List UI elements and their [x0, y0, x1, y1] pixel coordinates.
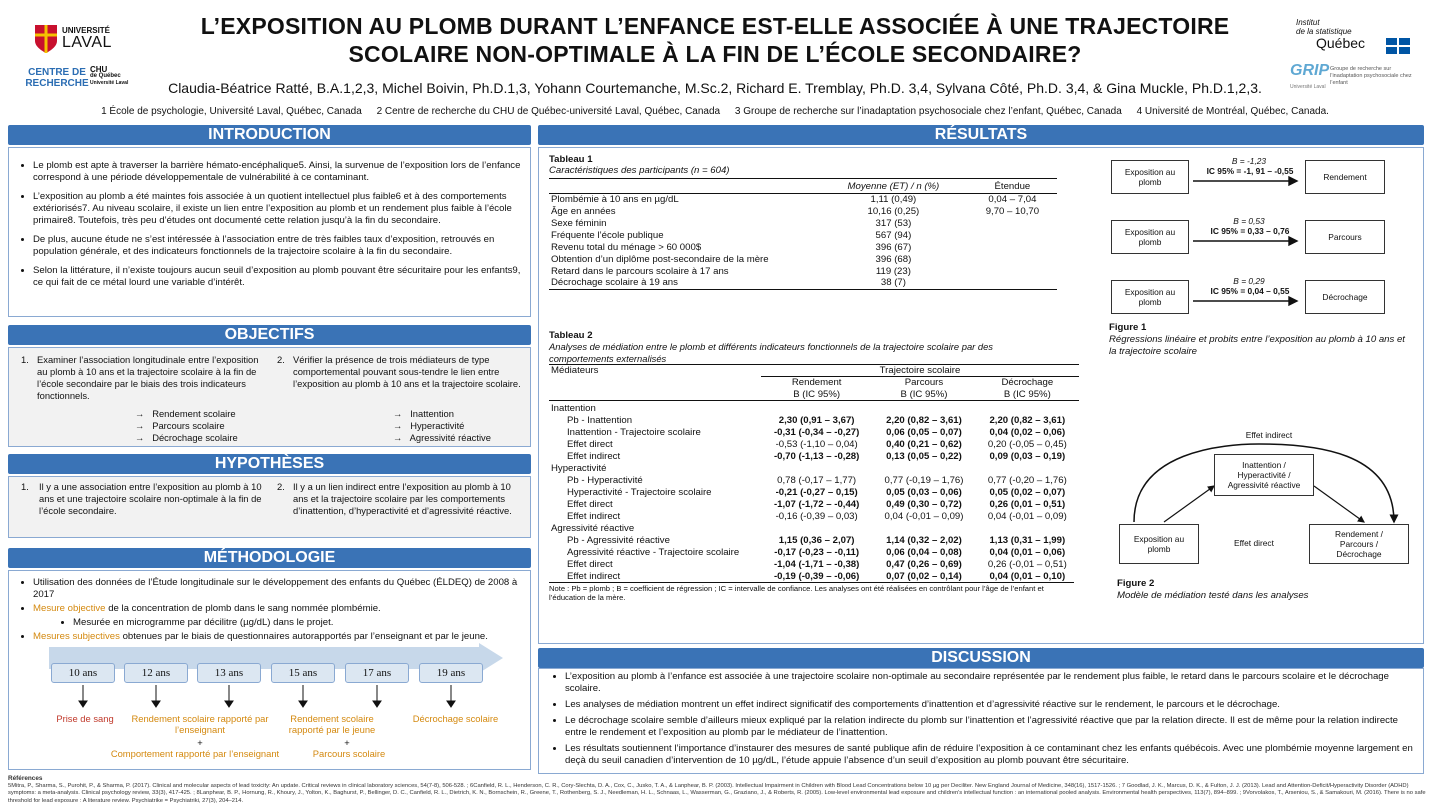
timeline-rendement-jeune: Rendement scolaire rapporté par le jeune: [288, 713, 376, 735]
table2-cell: -0,70 (-1,13 – -0,28): [773, 450, 860, 462]
table2-row-label: Effet indirect: [567, 450, 621, 462]
table1-caption: Caractéristiques des participants (n = 604): [549, 165, 1057, 179]
arrow-icon: →: [393, 420, 403, 431]
logo-cr-line2: RECHERCHE: [25, 78, 89, 89]
table-row: [549, 510, 1079, 522]
logo-chu: [90, 56, 130, 87]
arrow-icon: →: [135, 432, 145, 443]
hypothesis-2: Il y a un lien indirect entre l’exposition au plomb à 10 ans et la trajectoire scolaire par les comportements d’inattention, d’hyperactivité et d’agressivité réactive.: [293, 481, 512, 516]
table2-cell: -0,19 (-0,39 – -0,06): [773, 570, 860, 582]
logo-isq: [1296, 18, 1421, 51]
table2-cell: -0,53 (-1,10 – 0,04): [775, 438, 858, 450]
method-subjective-label: Mesures subjectives: [33, 631, 120, 642]
logo-grip-sub: Université Laval: [1290, 84, 1326, 90]
table2-group-label: Inattention: [551, 403, 596, 414]
arrow-icon: →: [135, 420, 145, 431]
table1-row-label: Âge en années: [551, 205, 616, 217]
method-objective-text: de la concentration de plomb dans le sang nommée plombémie.: [105, 603, 381, 614]
figure1-ic-label: IC 95% = -1, 91 – -0,55: [1206, 166, 1294, 176]
logo-ul-line1: UNIVERSITÉ: [62, 26, 111, 35]
affiliation-4: 4 Université de Montréal, Québec, Canada.: [1136, 106, 1329, 117]
table2-cell: -0,31 (-0,34 – -0,27): [773, 426, 860, 438]
discussion-item: • L’exposition au plomb à l’enfance est associée à une trajectoire scolaire non-optimale au secondaire représentée par le rendement plus faible, le retard dans le parcours scolaire et le décrochage scolaire.: [565, 671, 1413, 695]
intro-item: • L’exposition au plomb a été maintes fois associée à un quotient intellectuel plus faible6 et à des comportements extériorisés7. Au niveau scolaire, il existe un lien entre l’exposition au plomb et un rendement plus faible à l’école primaire8. Toutefois, très peu d’études ont documenté cette relation jusqu’à la fin du secondaire.: [33, 191, 522, 227]
table1-row-value: 119 (23): [875, 265, 911, 277]
table-row: [549, 229, 1057, 241]
table-row: [549, 558, 1079, 570]
timeline-item: 12 ans: [124, 663, 188, 683]
table2-cell: 0,26 (0,01 – 0,51): [989, 498, 1066, 510]
table1-row-range: [968, 217, 1057, 229]
figure1-arrow: [1193, 235, 1303, 247]
timeline-item: 15 ans: [271, 663, 335, 683]
table2-cell: 0,13 (0,05 – 0,22): [886, 450, 962, 462]
table2-col-subheader: B (IC 95%): [793, 388, 841, 400]
arrow-icon: →: [393, 408, 403, 419]
table-row: [549, 241, 1057, 253]
table-row: [549, 534, 1079, 546]
objective-1-number: 1.: [21, 354, 29, 365]
timeline-plus: +: [197, 737, 203, 748]
objective-item: [135, 432, 275, 444]
shield-icon: [34, 24, 58, 54]
figure1-outcome-box: Parcours: [1305, 220, 1385, 254]
method-subjective-text: obtenues par le biais de questionnaires autorapportés par l’enseignant et par le jeune.: [119, 631, 488, 642]
objective-item: [393, 420, 533, 432]
table1-row-range: [968, 229, 1057, 241]
method-item: • Utilisation des données de l’Étude longitudinale sur le développement des enfants du Québec (ÉLDEQ) de 2008 à 2017: [33, 577, 524, 601]
table1-row-label: Obtention d’un diplôme post-secondaire de la mère: [551, 253, 769, 265]
table2-cell: 0,04 (0,01 – 0,06): [989, 546, 1066, 558]
discussion-panel: [538, 668, 1424, 774]
table1-row-label: Plombémie à 10 ans en µg/dL: [551, 193, 679, 205]
table2-col-header: Rendement: [791, 377, 842, 389]
objective-2-number: 2.: [277, 354, 285, 365]
timeline-item: 10 ans: [51, 663, 115, 683]
references: [8, 775, 1428, 805]
table-row: [549, 486, 1079, 498]
timeline-plus: +: [344, 737, 350, 748]
table-row: [549, 570, 1079, 582]
discussion-item: • Le décrochage scolaire semble d’ailleurs mieux expliqué par la relation indirecte du plomb sur l’inattention et l’agressivité réactive que par la relation directe. Il est de même pour la relation indirecte entre le rendement et l’exposition au plomb par le médiateur de l’inattention.: [565, 715, 1413, 739]
table2-cell: 0,05 (0,02 – 0,07): [989, 486, 1066, 498]
table1-header-mean: Moyenne (ET) / n (%): [847, 181, 940, 193]
table2-cell: 0,07 (0,02 – 0,14): [886, 570, 962, 582]
affiliations: [0, 106, 1430, 117]
table2-cell: -0,17 (-0,23 – -0,11): [774, 546, 860, 558]
table2-cell: 0,04 (0,01 – 0,10): [989, 570, 1066, 582]
table2-cell: 0,09 (0,03 – 0,19): [989, 450, 1066, 462]
discussion-list: [551, 671, 1413, 767]
table1-row-range: [968, 253, 1057, 265]
timeline-connectors: [39, 683, 519, 711]
intro-heading: INTRODUCTION: [8, 125, 531, 145]
figure1-b-label: B = 0,29: [1233, 276, 1265, 286]
table2-cell: -0,16 (-0,39 – 0,03): [775, 510, 858, 522]
table2-cell: 0,49 (0,30 – 0,72): [886, 498, 962, 510]
timeline-decrochage: Décrochage scolaire: [412, 713, 499, 724]
figure1-exposure-box: Exposition au plomb: [1111, 220, 1189, 254]
figure2-outcome-box: Rendement / Parcours / Décrochage: [1309, 524, 1409, 564]
table1-row-range: [968, 277, 1057, 289]
table2-group-label: Agressivité réactive: [551, 522, 635, 534]
table2-cell: 0,77 (-0,20 – 1,76): [987, 474, 1067, 486]
hypothesis-1-number: 1.: [21, 481, 29, 492]
table2-row-label: Pb - Hyperactivité: [567, 474, 643, 486]
table-row: [549, 438, 1079, 450]
logo-grip-text: Groupe de recherche sur l’inadaptation psychosociale chez l’enfant: [1330, 66, 1412, 86]
table1-row-value: 10,16 (0,25): [867, 205, 920, 217]
table2-cell: 1,14 (0,32 – 2,02): [886, 534, 962, 546]
arrow-icon: →: [393, 432, 403, 443]
table2-cell: 0,47 (0,26 – 0,69): [886, 558, 962, 570]
table2-group-row: [549, 462, 1079, 474]
figure1-ic-label: IC 95% = 0,33 – 0,76: [1210, 226, 1290, 236]
timeline-rendement-enseignant: Rendement scolaire rapporté par l’enseignant: [131, 713, 269, 735]
references-text: 5Mitra, P., Sharma, S., Purohit, P., & Sharma, P. (2017). Clinical and molecular aspects of lead toxicity: An update. Critical reviews in clinical laboratory sciences, 54(7-8), 506-528. ; 6Canfield, R. L., Henderson, C. R., Cory-Slechta, D. A., Cox, C., Jusko, T. A., & Lanphear, B. P. (2003). Intellectual Impairment in Children with Blood Lead Concentrations below 10 µg per Deciliter. New England Journal of Medicine, 348(16), 1517-1526. ; 7 Goodlad, J. K., Marcus, D. K., & Fulton, J. J. (2013). Lead and Attention-Deficit/Hyperactivity Disorder (ADHD) symptoms: a meta-analysis. Clinical psychology review, 33(3), 417-425. ; 8Lanphear, B. P., Hornung, R., Khoury, J., Yolton, K., Baghurst, P., Bellinger, D. C., Canfield, R. L., Dietrich, K. N., Bornschein, R., Greene, T., Rothenberg, S. J., Needleman, H. L., Schnaas, L., Wasserman, G., Graziano, J., & Roberts, R. (2005). Low-level environmental lead exposure and children's intellectual function : an international pooled analysis. Environmental health perspectives, 113(7), 894–899. ; 9Vorvolakos, T., Arseniou, S., & Samakouri, M. (2016). There is no safe threshold for lead exposure : A literature review. Psychiatrike = Psychiatriki, 27(3), 204–214.: [8, 782, 1426, 804]
discussion-item: • Les résultats soutiennent l’importance d’instaurer des mesures de santé publique afin de réduire l’exposition à ce contaminant chez les enfants québécois. Avec une plombémie moyenne largement en deçà du seuil canadien d’intervention de 10 µg/dL, l’étude appuie l’absence d’un seuil d’exposition au plomb pouvant être sécuritaire.: [565, 743, 1413, 767]
table1-grid: [549, 181, 1057, 290]
authors-line: Claudia-Béatrice Ratté, B.A.1,2,3, Michel Boivin, Ph.D.1,3, Yohann Courtemanche, M.Sc.2, Richard E. Tremblay, Ph.D. 3,4, Sylvana Côté, Ph.D. 3,4, & Gina Muckle, Ph.D.1,2,3.: [168, 80, 1262, 96]
table2-header-row: [549, 365, 1079, 377]
method-objective-label: Mesure objective: [33, 603, 106, 614]
table1-row-value: 396 (67): [875, 241, 912, 253]
figure1-outcome-box: Rendement: [1305, 160, 1385, 194]
table2-row-label: Effet direct: [567, 558, 613, 570]
objective-item: [393, 408, 533, 420]
table-row: [549, 450, 1079, 462]
logo-centre-recherche: [24, 67, 90, 89]
table1-title: Tableau 1: [549, 154, 593, 165]
figure1-caption: Régressions linéaire et probits entre l’exposition au plomb à 10 ans et la trajectoire scolaire: [1109, 334, 1405, 357]
discussion-item: • Les analyses de médiation montrent un effet indirect significatif des comportements d’inattention et d’agressivité réactive sur le rendement, le parcours et le décrochage.: [565, 699, 1413, 711]
table2-cell: 0,04 (0,02 – 0,06): [989, 426, 1066, 438]
table2-cell: 0,77 (-0,19 – 1,76): [884, 474, 964, 486]
figure2-exposure-box: Exposition au plomb: [1119, 524, 1199, 564]
references-heading: Références: [8, 775, 43, 782]
table-row: [549, 498, 1079, 510]
logo-grip-word: GRIP: [1290, 62, 1330, 79]
objective-1: Examiner l’association longitudinale entre l’exposition au plomb à 10 ans et la trajectoire scolaire à la fin de l’école secondaire par le biais des trois indicateurs fonctionnels.: [37, 354, 259, 401]
table2-row-label: Effet direct: [567, 498, 613, 510]
methodologie-list: [19, 577, 524, 650]
timeline-prise: Prise de sang: [56, 713, 114, 724]
methodologie-heading: MÉTHODOLOGIE: [8, 548, 531, 568]
objective-item-label: Rendement scolaire: [152, 408, 236, 419]
figure2-title: Figure 2: [1117, 578, 1155, 589]
table2-col-subheader: B (IC 95%): [900, 388, 948, 400]
objective-item-label: Décrochage scolaire: [152, 432, 238, 443]
intro-list: [19, 160, 522, 289]
method-subitem: • Mesurée en microgramme par décilitre (µg/dL) dans le projet.: [73, 617, 524, 629]
figure2: [1114, 426, 1419, 601]
table2-cell: -1,04 (-1,71 – -0,38): [773, 558, 860, 570]
table-row: [549, 217, 1057, 229]
objective-item-label: Hyperactivité: [410, 420, 465, 431]
objective-item-label: Parcours scolaire: [152, 420, 225, 431]
table2-cell: 0,05 (0,03 – 0,06): [886, 486, 962, 498]
table1-row-value: 1,11 (0,49): [870, 193, 917, 205]
table1-row-label: Fréquente l’école publique: [551, 229, 664, 241]
table2-row-label: Hyperactivité - Trajectoire scolaire: [567, 486, 712, 498]
figure1-b-label: B = 0,53: [1233, 216, 1265, 226]
table1-row-label: Sexe féminin: [551, 217, 607, 229]
figure1-arrow: [1193, 295, 1303, 307]
logo-isq-line3: Québec: [1316, 35, 1366, 51]
table1: [549, 154, 1057, 290]
affiliation-3: 3 Groupe de recherche sur l’inadaptation psychosociale chez l’enfant, Québec, Canada: [734, 106, 1122, 117]
table-row: [549, 546, 1079, 558]
figure1-outcome-box: Décrochage: [1305, 280, 1385, 314]
table2-cell: 0,06 (0,05 – 0,07): [886, 426, 962, 438]
table2-cell: -0,21 (-0,27 – 0,15): [775, 486, 858, 498]
methodologie-panel: [8, 570, 531, 770]
timeline-comportement: Comportement rapporté par l’enseignant: [110, 748, 280, 759]
table2-header-row: [549, 377, 1079, 389]
intro-panel: [8, 147, 531, 317]
logo-ul-line2: LAVAL: [62, 34, 112, 51]
table2-cell: 0,06 (0,04 – 0,08): [886, 546, 962, 558]
table1-row-value: 317 (53): [875, 217, 912, 229]
hypothesis-1: Il y a une association entre l’exposition au plomb à 10 ans et une trajectoire scolaire non-optimale à la fin de l’école secondaire.: [39, 481, 262, 516]
figure1-arrow: [1193, 175, 1303, 187]
table2-cell: 0,40 (0,21 – 0,62): [886, 438, 962, 450]
figure1-exposure-box: Exposition au plomb: [1111, 160, 1189, 194]
table2-col-header: Décrochage: [1001, 377, 1054, 389]
table1-row-label: Décrochage scolaire à 19 ans: [551, 277, 678, 289]
timeline-parcours: Parcours scolaire: [312, 748, 386, 759]
intro-item: • Le plomb est apte à traverser la barrière hémato-encéphalique5. Ainsi, la survenue de l’exposition lors de l’enfance correspond à une période développementale de vulnérabilité à ce contaminant.: [33, 160, 522, 184]
poster-header: [0, 0, 1430, 120]
figure1-ic-label: IC 95% = 0,04 – 0,55: [1210, 286, 1290, 296]
table2-cell: 2,20 (0,82 – 3,61): [886, 414, 962, 426]
table1-row-range: [968, 265, 1057, 277]
logo-isq-line1: Institut: [1296, 18, 1320, 27]
table1-row-label: Retard dans le parcours scolaire à 17 ans: [551, 265, 729, 277]
timeline-item: 13 ans: [197, 663, 261, 683]
discussion-heading: DISCUSSION: [538, 648, 1424, 668]
table-row: [549, 205, 1057, 217]
objective-1-items: [135, 408, 275, 444]
figure1-exposure-box: Exposition au plomb: [1111, 280, 1189, 314]
table2-grid: [549, 364, 1079, 582]
figure2-direct-label: Effet direct: [1234, 538, 1274, 548]
table-row: [549, 265, 1057, 277]
affiliation-2: 2 Centre de recherche du CHU de Québec-université Laval, Québec, Canada: [376, 106, 721, 117]
table2-note: Note : Pb = plomb ; B = coefficient de régression ; IC = intervalle de confiance. Les analyses ont été réalisées en contrôlant pour l’âge de l’enfant et l’éducation de la mère.: [549, 582, 1074, 602]
table1-row-range: 9,70 – 10,70: [985, 205, 1040, 217]
hypotheses-heading: HYPOTHÈSES: [8, 454, 531, 474]
table2-cell: 0,20 (-0,05 – 0,45): [987, 438, 1067, 450]
table1-row-range: [968, 241, 1057, 253]
table2-header-mediateurs: Médiateurs: [551, 365, 599, 377]
table2-group-label: Hyperactivité: [551, 462, 607, 474]
objective-2-items: [393, 408, 533, 444]
objective-item: [393, 432, 533, 444]
timeline-item: 19 ans: [419, 663, 483, 683]
objective-item: [135, 408, 275, 420]
table2-row-label: Effet indirect: [567, 510, 621, 522]
table2-col-header: Parcours: [904, 377, 944, 389]
resultats-heading: RÉSULTATS: [538, 125, 1424, 145]
table2-row-label: Agressivité réactive - Trajectoire scolaire: [567, 546, 740, 558]
logo-isq-line2: de la statistique: [1296, 27, 1352, 36]
table1-row-range: 0,04 – 7,04: [988, 193, 1037, 205]
table2-group-row: [549, 401, 1079, 415]
table1-row-value: 38 (7): [880, 277, 906, 289]
objectifs-heading: OBJECTIFS: [8, 325, 531, 345]
table2-cell: 0,04 (-0,01 – 0,09): [987, 510, 1067, 522]
method-item: [33, 631, 524, 643]
objective-item: [135, 420, 275, 432]
logo-chu-line2: de Québec: [90, 73, 121, 79]
objectifs-panel: [8, 347, 531, 447]
table2-header-row: [549, 389, 1079, 401]
table2-cell: 2,20 (0,82 – 3,61): [989, 414, 1066, 426]
table2-cell: 1,13 (0,31 – 1,99): [989, 534, 1066, 546]
hypotheses-panel: [8, 476, 531, 538]
table2-row-label: Pb - Inattention: [567, 414, 633, 426]
table2-row-label: Inattention - Trajectoire scolaire: [567, 426, 701, 438]
logo-universite-laval: [34, 24, 124, 58]
quebec-flag-icon: [1386, 38, 1410, 54]
table2-row-label: Pb - Agressivité réactive: [567, 534, 670, 546]
timeline-item: 17 ans: [345, 663, 409, 683]
table1-header-range: Étendue: [994, 181, 1031, 193]
table2-row-label: Effet indirect: [567, 570, 621, 582]
table2-cell: 1,15 (0,36 – 2,07): [778, 534, 855, 546]
table2-row-label: Effet direct: [567, 438, 613, 450]
intro-item: • Selon la littérature, il n’existe toujours aucun seuil d’exposition au plomb pouvant être sécuritaire pour les enfants9, ce qui fait de ce métal lourd une variable d’intérêt.: [33, 265, 522, 289]
table2-header-trajectoire: Trajectoire scolaire: [761, 365, 1079, 377]
table2-col-subheader: B (IC 95%): [1003, 388, 1051, 400]
table-row: [549, 414, 1079, 426]
table1-row-label: Revenu total du ménage > 60 000$: [551, 241, 702, 253]
objective-item-label: Inattention: [410, 408, 454, 419]
table2: [549, 330, 1079, 602]
logo-chu-line1: CHU: [90, 65, 108, 74]
figure2-caption: Modèle de médiation testé dans les analyses: [1117, 590, 1309, 601]
figure1-title: Figure 1: [1109, 322, 1147, 333]
table2-cell: 0,04 (-0,01 – 0,09): [884, 510, 964, 522]
affiliation-1: 1 École de psychologie, Université Laval, Québec, Canada: [101, 106, 362, 117]
table2-caption: Analyses de médiation entre le plomb et différents indicateurs fonctionnels de la trajectoire scolaire par des comportements externalisés: [549, 341, 993, 364]
table1-header-row: [549, 181, 1057, 193]
table2-group-row: [549, 522, 1079, 534]
table2-title: Tableau 2: [549, 330, 593, 341]
table2-cell: 2,30 (0,91 – 3,67): [778, 414, 855, 426]
logo-cr-line1: CENTRE DE: [28, 67, 86, 78]
objective-item-label: Agressivité réactive: [409, 432, 491, 443]
logo-chu-line3: Université Laval: [90, 80, 129, 86]
table-row: [549, 253, 1057, 265]
arrow-icon: →: [135, 408, 145, 419]
table1-row-value: 396 (68): [875, 253, 912, 265]
method-item: [33, 603, 524, 615]
table-row: [549, 474, 1079, 486]
table-row: [549, 193, 1057, 205]
table-row: [549, 277, 1057, 289]
figure2-indirect-label: Effet indirect: [1245, 430, 1293, 440]
intro-item: • De plus, aucune étude ne s’est intéressée à l’association entre de très faibles taux d’exposition, retrouvés en population générale, et des indicateurs fonctionnels de la trajectoire scolaire à la fin du secondaire.: [33, 234, 522, 258]
table1-row-value: 567 (94): [875, 229, 912, 241]
poster-title: L’EXPOSITION AU PLOMB DURANT L’ENFANCE EST-ELLE ASSOCIÉE À UNE TRAJECTOIRE SCOLAIRE NON-OPTIMALE À LA FIN DE L’ÉCOLE SECONDAIRE?: [200, 13, 1230, 67]
figure1: [1109, 156, 1419, 361]
table2-cell: 0,26 (-0,01 – 0,51): [987, 558, 1067, 570]
table-row: [549, 426, 1079, 438]
hypothesis-2-number: 2.: [277, 481, 285, 492]
objective-2: Vérifier la présence de trois médiateurs de type comportemental pouvant sous-tendre le lien entre l’exposition au plomb à 10 ans et la trajectoire scolaire.: [293, 354, 521, 389]
resultats-panel: [538, 147, 1424, 644]
figure1-b-label: B = -1,23: [1231, 156, 1267, 166]
table2-cell: -1,07 (-1,72 – -0,44): [773, 498, 860, 510]
table2-cell: 0,78 (-0,17 – 1,77): [777, 474, 857, 486]
figure2-mediator-box: Inattention / Hyperactivité / Agressivité réactive: [1214, 454, 1314, 496]
